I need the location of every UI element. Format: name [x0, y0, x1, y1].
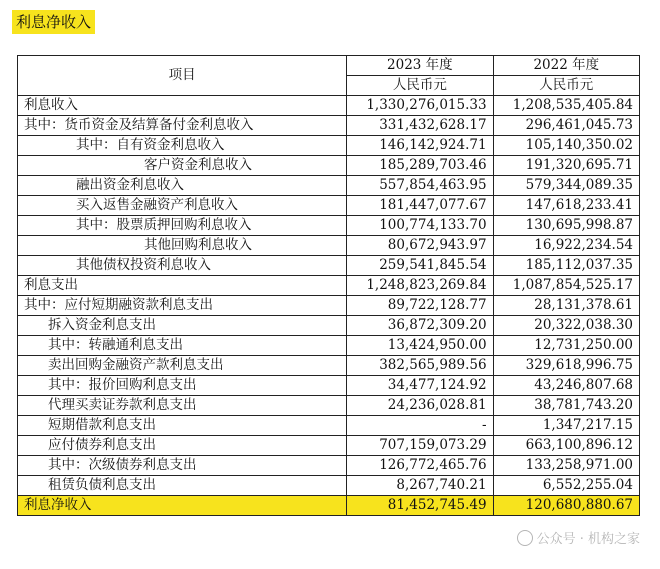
table-row	[18, 96, 640, 116]
row-value-2022: 12,731,250.00	[493, 336, 639, 356]
table-row	[18, 296, 640, 316]
row-value-2022: 1,347,217.15	[493, 416, 639, 436]
row-label: 买入返售金融资产利息收入	[18, 196, 347, 216]
row-label: 其中：应付短期融资款利息支出	[18, 296, 347, 316]
header-unit-2022: 人民币元	[493, 76, 639, 96]
row-value-2023: 13,424,950.00	[347, 336, 493, 356]
header-unit-2023: 人民币元	[347, 76, 493, 96]
row-label: 利息净收入	[18, 496, 347, 516]
row-label: 其中：自有资金利息收入	[18, 136, 347, 156]
interest-income-table	[17, 55, 640, 516]
row-value-2023: 557,854,463.95	[347, 176, 493, 196]
row-value-2023: 34,477,124.92	[347, 376, 493, 396]
row-value-2023: 1,248,823,269.84	[347, 276, 493, 296]
table-row	[18, 476, 640, 496]
row-value-2022: 130,695,998.87	[493, 216, 639, 236]
table-row	[18, 316, 640, 336]
table-row	[18, 256, 640, 276]
row-value-2022: 120,680,880.67	[493, 496, 639, 516]
table-row	[18, 436, 640, 456]
row-value-2022: 329,618,996.75	[493, 356, 639, 376]
row-label: 其他回购利息收入	[18, 236, 347, 256]
table-row	[18, 116, 640, 136]
row-label: 应付债券利息支出	[18, 436, 347, 456]
row-value-2022: 28,131,378.61	[493, 296, 639, 316]
table-row	[18, 196, 640, 216]
row-value-2023: 185,289,703.46	[347, 156, 493, 176]
row-label: 其中：股票质押回购利息收入	[18, 216, 347, 236]
table-row	[18, 276, 640, 296]
row-label: 其中：报价回购利息支出	[18, 376, 347, 396]
row-value-2023: 36,872,309.20	[347, 316, 493, 336]
row-label: 租赁负债利息支出	[18, 476, 347, 496]
row-label: 其他债权投资利息收入	[18, 256, 347, 276]
header-year-2022: 2022 年度	[493, 56, 639, 76]
row-label: 利息支出	[18, 276, 347, 296]
row-value-2023: -	[347, 416, 493, 436]
row-value-2022: 105,140,350.02	[493, 136, 639, 156]
table-row	[18, 236, 640, 256]
row-value-2022: 38,781,743.20	[493, 396, 639, 416]
row-value-2023: 707,159,073.29	[347, 436, 493, 456]
row-value-2023: 382,565,989.56	[347, 356, 493, 376]
row-value-2022: 1,208,535,405.84	[493, 96, 639, 116]
row-value-2022: 20,322,038.30	[493, 316, 639, 336]
table-row-total	[18, 496, 640, 516]
row-value-2023: 24,236,028.81	[347, 396, 493, 416]
row-value-2022: 6,552,255.04	[493, 476, 639, 496]
table-row	[18, 416, 640, 436]
row-value-2022: 147,618,233.41	[493, 196, 639, 216]
table-row	[18, 356, 640, 376]
row-value-2023: 80,672,943.97	[347, 236, 493, 256]
row-value-2023: 8,267,740.21	[347, 476, 493, 496]
table-row	[18, 396, 640, 416]
row-label: 客户资金利息收入	[18, 156, 347, 176]
row-value-2023: 126,772,465.76	[347, 456, 493, 476]
watermark	[517, 528, 640, 547]
section-title-tag: 利息净收入	[12, 10, 95, 34]
row-value-2022: 16,922,234.54	[493, 236, 639, 256]
wechat-icon	[517, 530, 533, 546]
row-value-2023: 146,142,924.71	[347, 136, 493, 156]
row-value-2022: 43,246,807.68	[493, 376, 639, 396]
row-value-2022: 191,320,695.71	[493, 156, 639, 176]
row-value-2023: 100,774,133.70	[347, 216, 493, 236]
row-value-2023: 1,330,276,015.33	[347, 96, 493, 116]
table-row	[18, 376, 640, 396]
row-value-2023: 181,447,077.67	[347, 196, 493, 216]
row-label: 融出资金利息收入	[18, 176, 347, 196]
row-value-2022: 296,461,045.73	[493, 116, 639, 136]
table-row	[18, 456, 640, 476]
row-value-2022: 133,258,971.00	[493, 456, 639, 476]
header-row-years	[18, 56, 640, 76]
table-row	[18, 156, 640, 176]
row-label: 其中：转融通利息支出	[18, 336, 347, 356]
row-value-2023: 259,541,845.54	[347, 256, 493, 276]
row-value-2022: 663,100,896.12	[493, 436, 639, 456]
table-row	[18, 176, 640, 196]
row-label: 利息收入	[18, 96, 347, 116]
row-value-2022: 1,087,854,525.17	[493, 276, 639, 296]
row-label: 短期借款利息支出	[18, 416, 347, 436]
watermark-text: 公众号 · 机构之家	[536, 532, 640, 547]
row-value-2022: 579,344,089.35	[493, 176, 639, 196]
row-label: 其中：次级债券利息支出	[18, 456, 347, 476]
header-item: 项目	[18, 56, 347, 96]
row-label: 其中：货币资金及结算备付金利息收入	[18, 116, 347, 136]
header-year-2023: 2023 年度	[347, 56, 493, 76]
row-label: 拆入资金利息支出	[18, 316, 347, 336]
row-value-2023: 331,432,628.17	[347, 116, 493, 136]
table-row	[18, 216, 640, 236]
row-value-2023: 89,722,128.77	[347, 296, 493, 316]
row-label: 卖出回购金融资产款利息支出	[18, 356, 347, 376]
row-value-2022: 185,112,037.35	[493, 256, 639, 276]
row-label: 代理买卖证券款利息支出	[18, 396, 347, 416]
table-row	[18, 136, 640, 156]
row-value-2023: 81,452,745.49	[347, 496, 493, 516]
table-row	[18, 336, 640, 356]
